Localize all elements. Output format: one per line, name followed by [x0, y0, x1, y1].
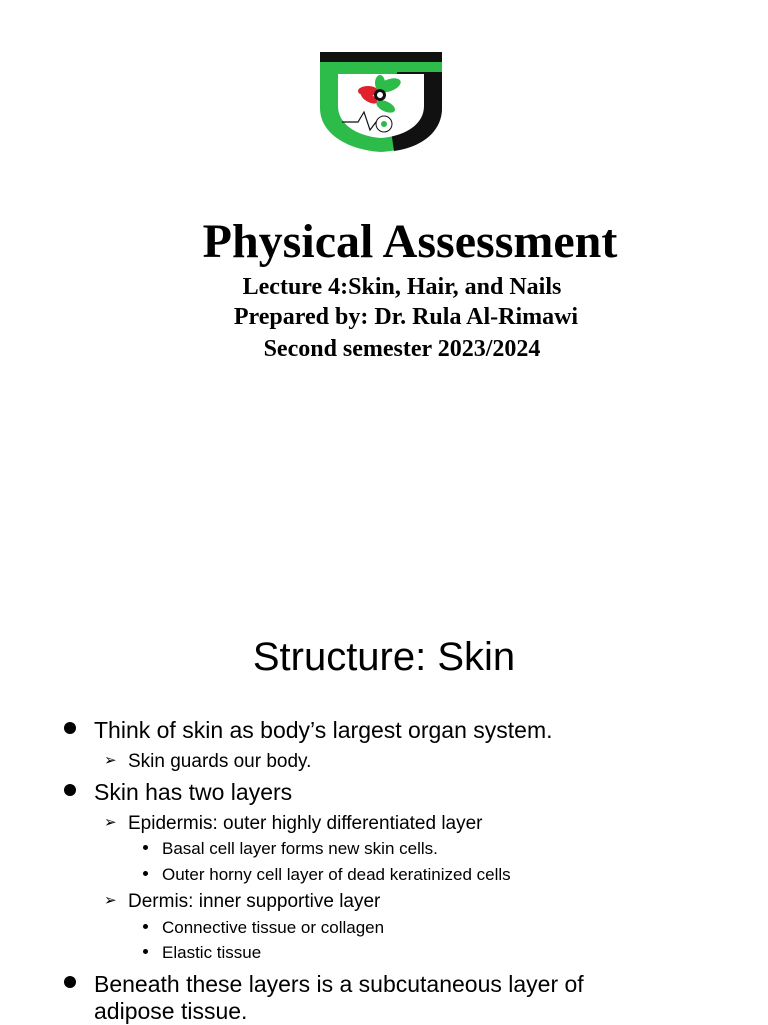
list-item: Dermis: inner supportive layer [128, 891, 381, 912]
list-item-continuation: adipose tissue. [94, 998, 248, 1024]
presentation-title: Physical Assessment [202, 215, 618, 268]
bullet-dot-icon [64, 722, 76, 734]
list-item: Skin has two layers [94, 779, 293, 805]
list-item: Connective tissue or collagen [162, 918, 385, 937]
university-logo [318, 50, 444, 154]
list-item: Think of skin as body’s largest organ system. [94, 717, 553, 743]
list-item: Basal cell layer forms new skin cells. [162, 839, 438, 858]
slide-title: Structure: Skin [252, 635, 516, 679]
small-bullet-icon [143, 924, 148, 929]
bullet-dot-icon [64, 976, 76, 988]
arrow-bullet-icon: ➢ [104, 814, 117, 831]
small-bullet-icon [143, 949, 148, 954]
list-item: Elastic tissue [162, 943, 262, 962]
author-line: Prepared by: Dr. Rula Al-Rimawi [233, 304, 579, 330]
list-item: Outer horny cell layer of dead keratinized cells [162, 865, 511, 884]
semester-line: Second semester 2023/2024 [263, 336, 541, 362]
bullet-dot-icon [64, 784, 76, 796]
list-item: Skin guards our body. [128, 751, 312, 772]
list-item: Beneath these layers is a subcutaneous layer of [94, 971, 584, 997]
small-bullet-icon [143, 845, 148, 850]
list-item: Epidermis: outer highly differentiated layer [128, 813, 483, 834]
small-bullet-icon [143, 871, 148, 876]
logo-emblem-icon [318, 50, 444, 154]
lecture-line: Lecture 4:Skin, Hair, and Nails [242, 274, 562, 300]
arrow-bullet-icon: ➢ [104, 892, 117, 909]
arrow-bullet-icon: ➢ [104, 752, 117, 769]
